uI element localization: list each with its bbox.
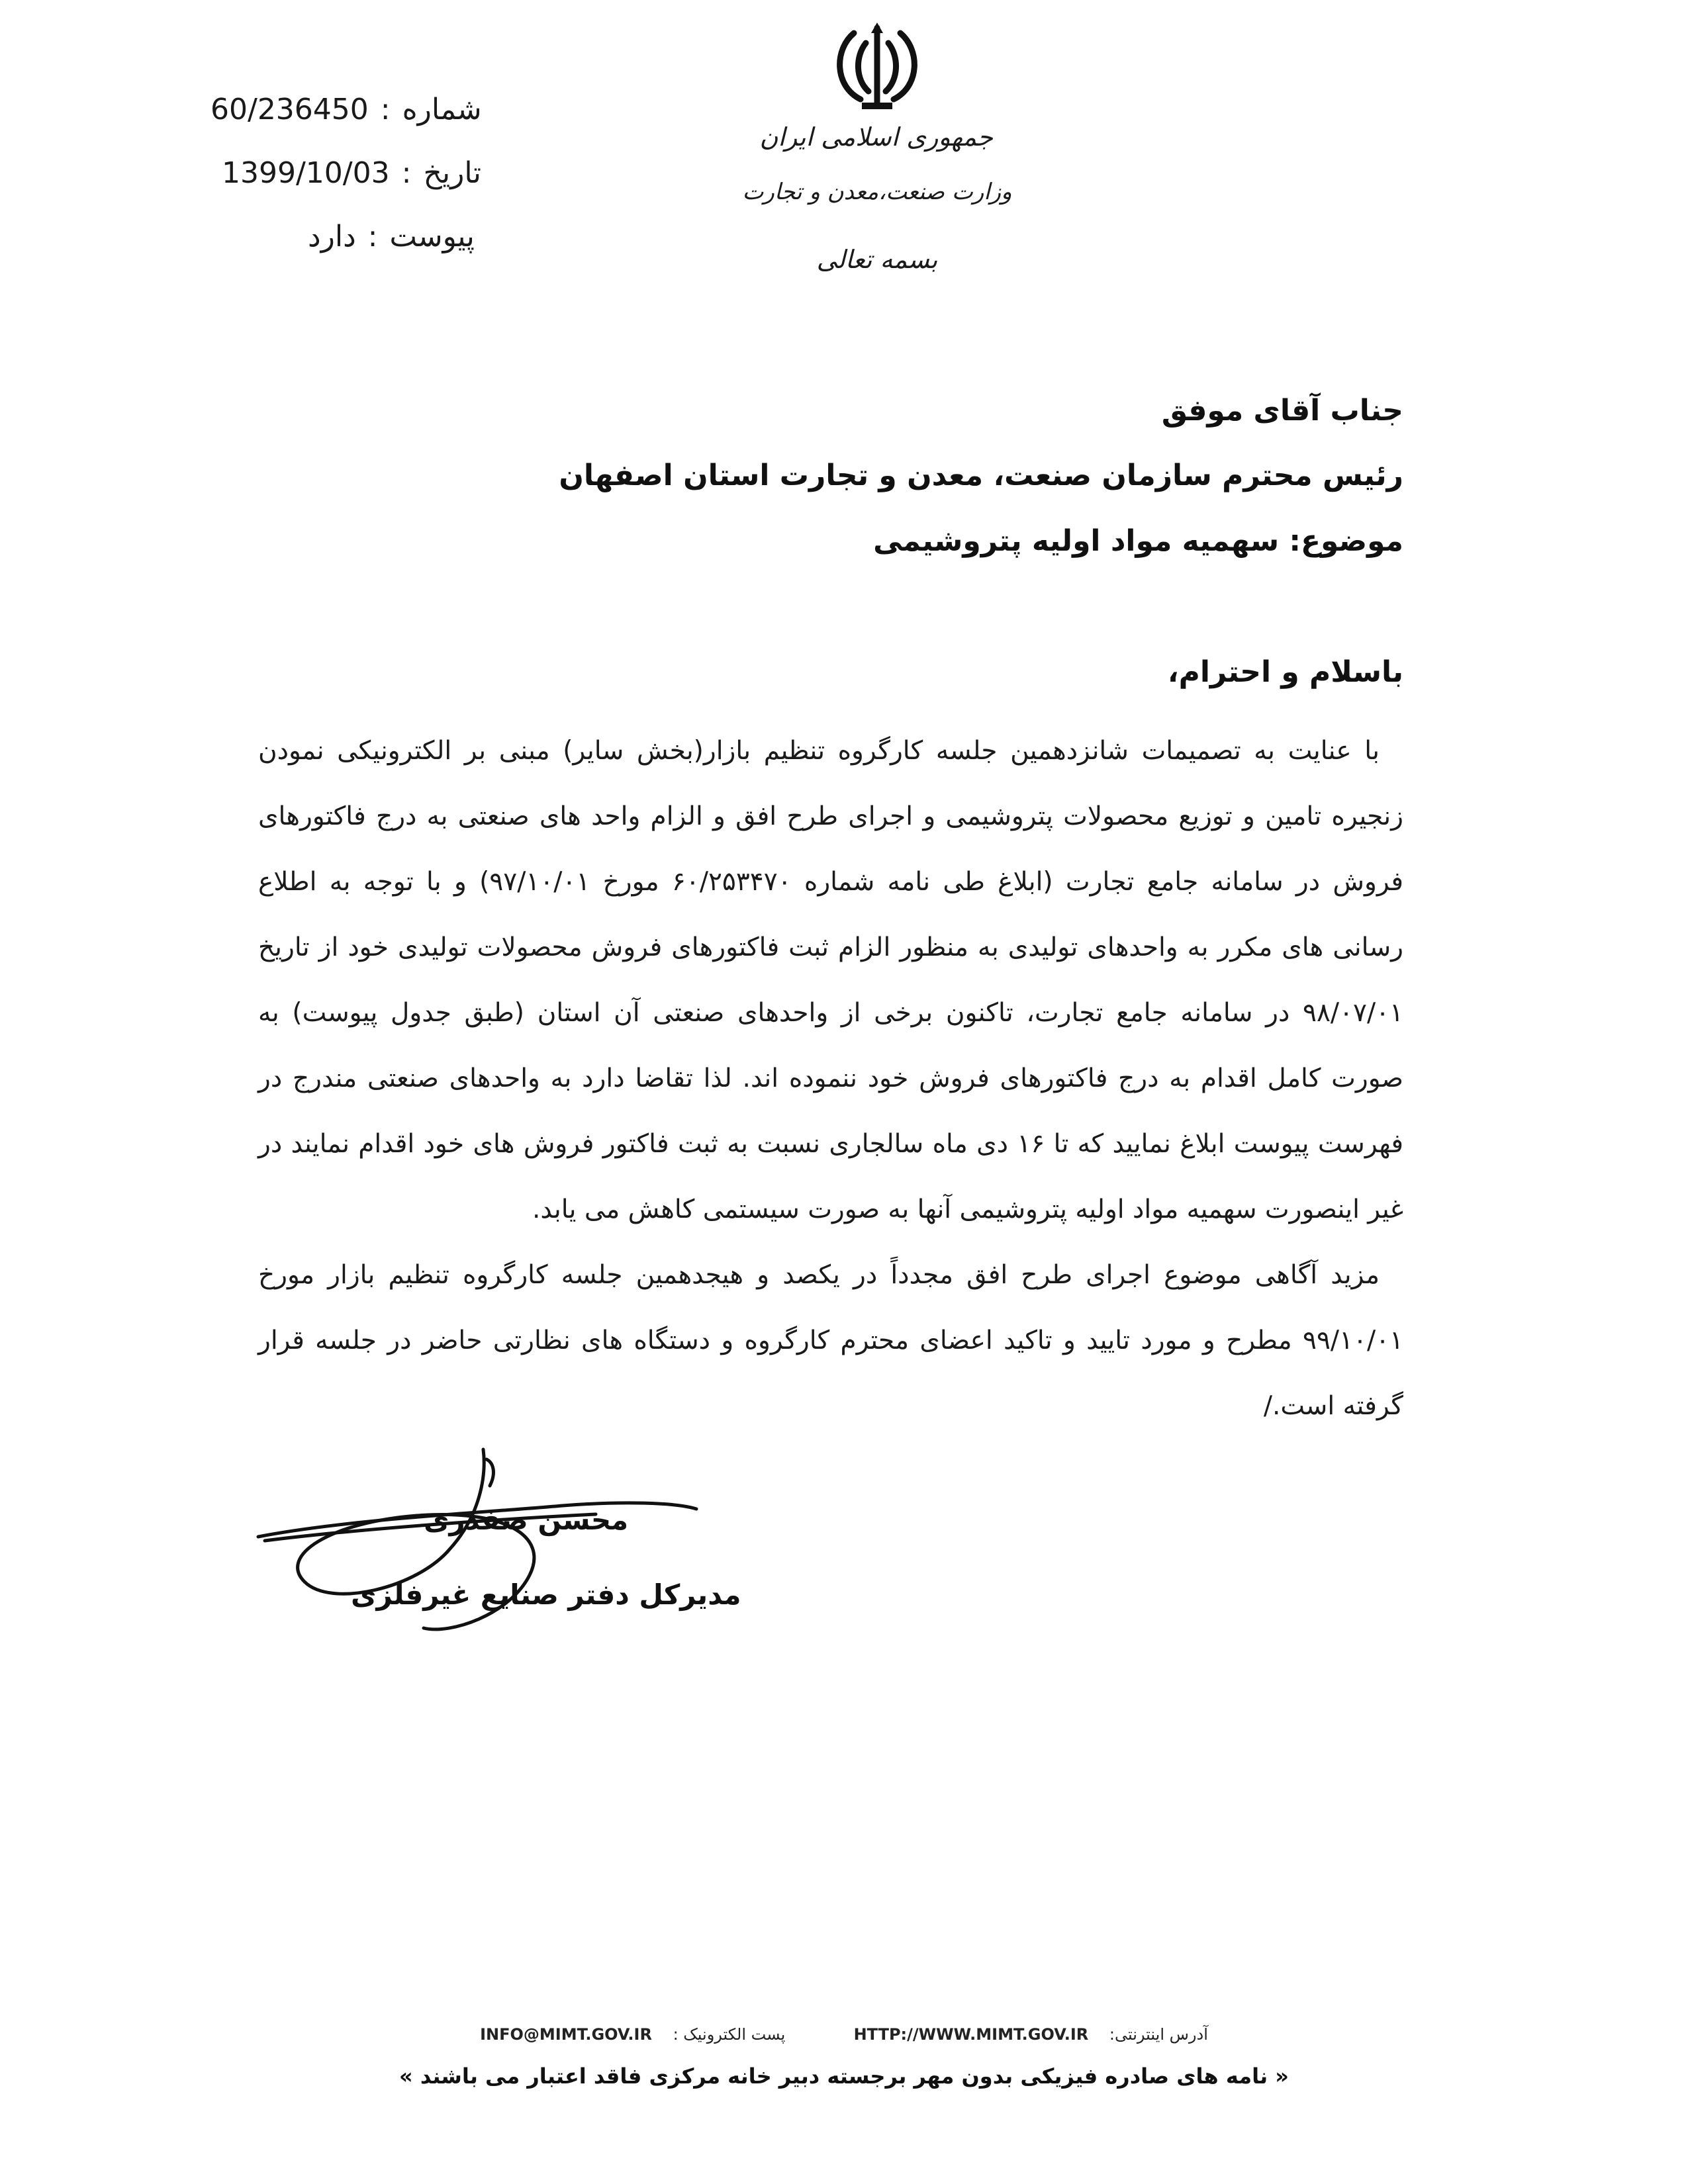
letter-body [258, 718, 1403, 1439]
website-label: آدرس اینترنتی: [1109, 2025, 1208, 2044]
handwritten-signature [252, 1436, 702, 1661]
attachment-separator: : [367, 220, 378, 253]
letter-number [211, 93, 482, 126]
body-paragraph-1: با عنایت به تصمیمات شانزدهمین جلسه کارگروه تنظیم بازار(بخش سایر) مبنی بر الکترونیکی نمودن زنجیره تامین و توزیع محصولات پتروشیمی و اجرای طرح افق و الزام واحد های صنعتی به درج فاکتورهای فروش در سامانه جامع تجارت (ابلاغ طی نامه شماره ۶۰/۲۵۳۴۷۰ مورخ ۹۷/۱۰/۰۱) و با توجه به اطلاع رسانی های مکرر به واحدهای تولیدی به منظور الزام ثبت فاکتورهای فروش محصولات تولیدی خود از تاریخ ۹۸/۰۷/۰۱ در سامانه جامع تجارت، تاکنون برخی از واحدهای صنعتی آن استان (طبق جدول پیوست) به صورت کامل اقدام به درج فاکتورهای فروش خود ننموده اند. لذا تقاضا دارد به واحدهای صنعتی مندرج در فهرست پیوست ابلاغ نمایید که تا ۱۶ دی ماه سالجاری نسبت به ثبت فاکتور فروش های خود اقدام نمایند در غیر اینصورت سهمیه مواد اولیه پتروشیمی آنها به صورت سیستمی کاهش می یابد. [258, 736, 1403, 1224]
website-value: HTTP://WWW.MIMT.GOV.IR [853, 2025, 1089, 2044]
recipient-salutation: جناب آقای موفق [1161, 394, 1403, 428]
number-separator: : [380, 93, 391, 126]
attachment-label: پیوست [389, 220, 475, 253]
date-separator: : [401, 156, 412, 190]
number-value: 60/236450 [211, 93, 369, 126]
body-paragraph-2: مزید آگاهی موضوع اجرای طرح افق مجدداً در یکصد و هیجدهمین جلسه کارگروه تنظیم بازار مورخ ۹۹/۱۰/۰۱ مطرح و مورد تایید و تاکید اعضای محترم کارگروه و دستگاه های نظارتی حاضر در جلسه قرار گرفته است./ [258, 1260, 1403, 1421]
iran-emblem-icon [827, 20, 927, 119]
subject-line: موضوع: سهمیه مواد اولیه پتروشیمی [873, 524, 1403, 558]
signatory-name: محسن صفدری [424, 1504, 629, 1536]
number-label: شماره [402, 93, 482, 126]
date-value: 1399/10/03 [222, 156, 390, 190]
invocation: بسمه تعالی [816, 245, 938, 274]
ministry-name: وزارت صنعت،معدن و تجارت [742, 179, 1012, 205]
footer-contact [0, 2025, 1688, 2044]
country-name: جمهوری اسلامی ایران [759, 122, 993, 152]
letter-attachment [308, 220, 475, 253]
email-value: INFO@MIMT.GOV.IR [480, 2025, 652, 2044]
greeting: باسلام و احترام، [1167, 655, 1403, 689]
letter-date [222, 156, 481, 190]
date-label: تاریخ [423, 156, 481, 190]
email-label: پست الکترونیک : [673, 2025, 786, 2044]
attachment-value: دارد [308, 220, 356, 253]
recipient-title: رئیس محترم سازمان صنعت، معدن و تجارت استان اصفهان [559, 459, 1403, 492]
footer-note: « نامه های صادره فیزیکی بدون مهر برجسته دبیر خانه مرکزی فاقد اعتبار می باشند » [399, 2064, 1289, 2089]
signatory-position: مدیرکل دفتر صنایع غیرفلزی [351, 1578, 741, 1611]
